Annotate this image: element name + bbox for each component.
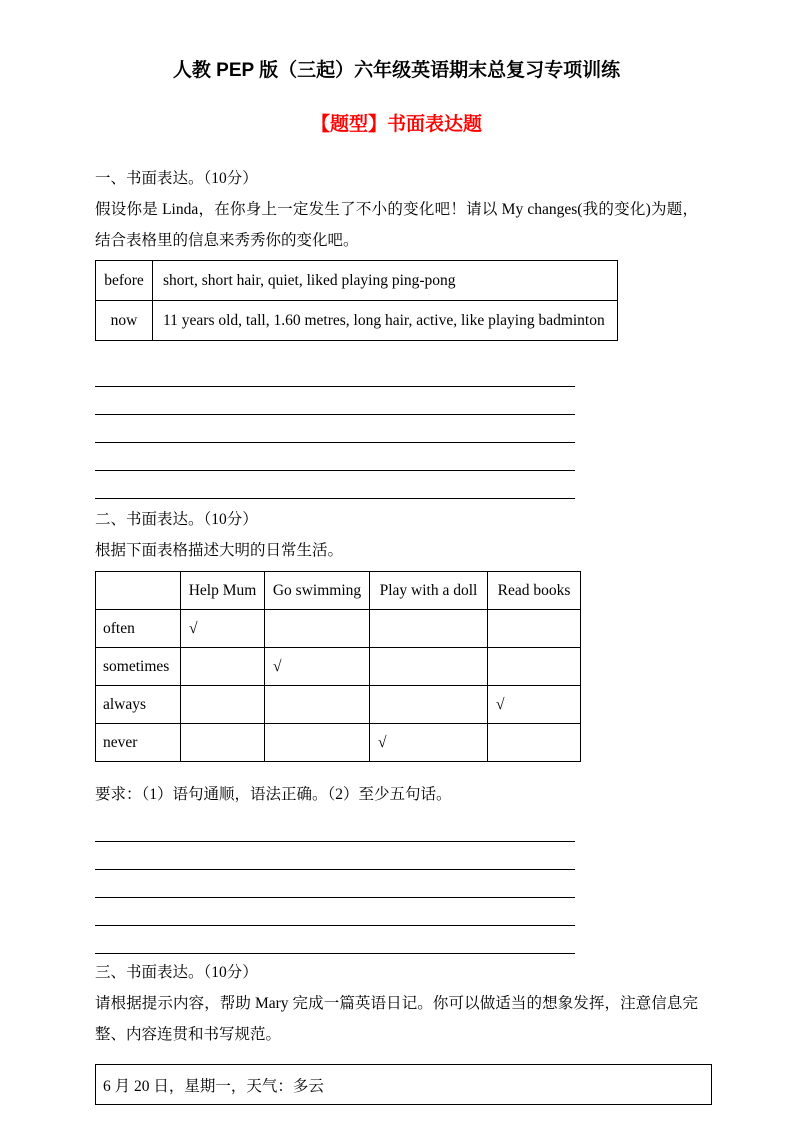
check-cell: √	[265, 648, 370, 686]
before-now-table	[95, 260, 618, 341]
answer-line	[95, 387, 575, 415]
answer-line	[95, 443, 575, 471]
section1-instructions: 假设你是 Linda，在你身上一定发生了不小的变化吧！请以 My changes(我的变化)为题，结合表格里的信息来秀秀你的变化吧。	[95, 201, 698, 249]
check-cell	[488, 610, 581, 648]
answer-line	[95, 359, 575, 387]
answer-line	[95, 471, 575, 499]
check-cell	[181, 648, 265, 686]
section2-heading: 二、书面表达。（10分）	[95, 511, 258, 528]
table-row	[96, 648, 581, 686]
frequency-table	[95, 571, 581, 762]
row-content: short, short hair, quiet, liked playing ping-pong	[153, 261, 618, 301]
section2-requirements: 要求：（1）语句通顺，语法正确。（2）至少五句话。	[95, 786, 452, 803]
column-header	[96, 572, 181, 610]
check-cell	[181, 686, 265, 724]
section3-instructions: 请根据提示内容，帮助 Mary 完成一篇英语日记。你可以做适当的想象发挥，注意信息完整、内容连贯和书写规范。	[95, 995, 698, 1043]
frequency-row-label: always	[96, 686, 181, 724]
row-content: 11 years old, tall, 1.60 metres, long hair, active, like playing badminton	[153, 301, 618, 341]
check-cell	[370, 686, 488, 724]
doc-title: 人教 PEP 版（三起）六年级英语期末总复习专项训练	[172, 60, 621, 81]
check-cell: √	[370, 724, 488, 762]
answer-lines	[95, 359, 698, 499]
table-row	[96, 686, 581, 724]
check-cell	[370, 648, 488, 686]
table-row	[96, 301, 618, 341]
check-cell	[488, 724, 581, 762]
check-cell	[265, 610, 370, 648]
row-label: before	[96, 261, 153, 301]
table-row	[96, 261, 618, 301]
frequency-row-label: never	[96, 724, 181, 762]
answer-lines	[95, 814, 698, 954]
doc-subtitle: 【题型】书面表达题	[310, 114, 482, 135]
diary-table	[95, 1064, 712, 1105]
section1-heading: 一、书面表达。（10分）	[95, 170, 258, 187]
frequency-row-label: sometimes	[96, 648, 181, 686]
answer-line	[95, 898, 575, 926]
column-header: Play with a doll	[370, 572, 488, 610]
check-cell	[488, 648, 581, 686]
column-header: Read books	[488, 572, 581, 610]
section2-instructions: 根据下面表格描述大明的日常生活。	[95, 542, 344, 559]
row-label: now	[96, 301, 153, 341]
column-header: Help Mum	[181, 572, 265, 610]
table-row	[96, 1065, 712, 1105]
frequency-row-label: often	[96, 610, 181, 648]
check-cell	[265, 686, 370, 724]
answer-line	[95, 870, 575, 898]
check-cell: √	[181, 610, 265, 648]
answer-line	[95, 926, 575, 954]
check-cell	[181, 724, 265, 762]
answer-line	[95, 842, 575, 870]
check-cell	[370, 610, 488, 648]
answer-line	[95, 814, 575, 842]
table-row	[96, 610, 581, 648]
table-header-row	[96, 572, 581, 610]
section3-heading: 三、书面表达。（10分）	[95, 964, 258, 981]
column-header: Go swimming	[265, 572, 370, 610]
table-row	[96, 724, 581, 762]
answer-line	[95, 415, 575, 443]
diary-header-cell: 6 月 20 日，星期一，天气：多云	[96, 1065, 712, 1105]
check-cell	[265, 724, 370, 762]
check-cell: √	[488, 686, 581, 724]
